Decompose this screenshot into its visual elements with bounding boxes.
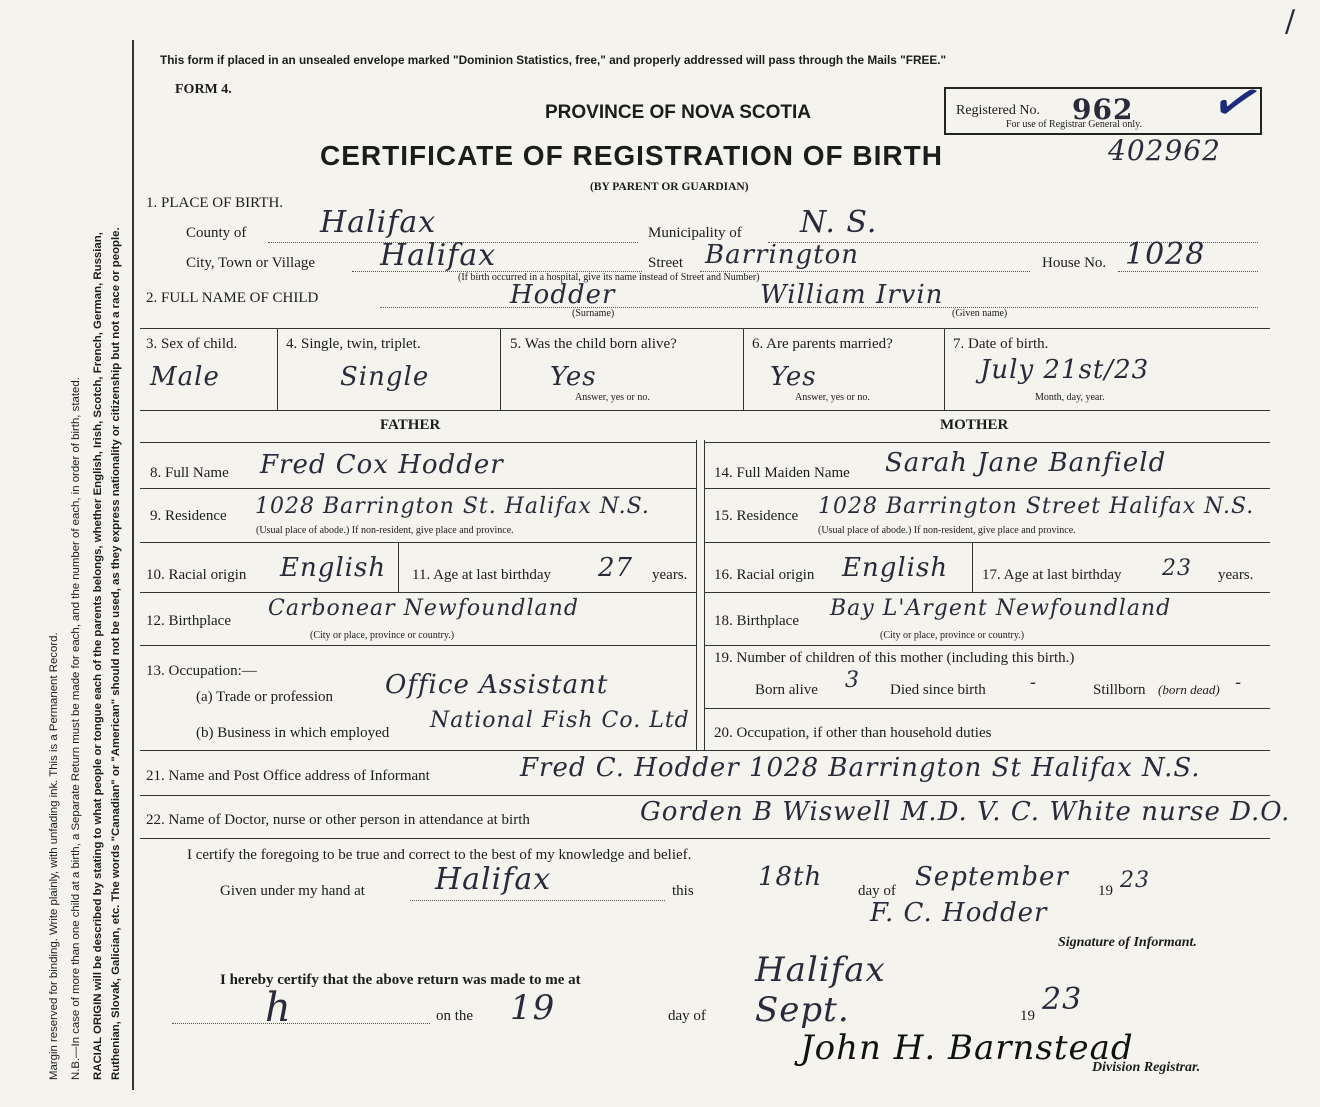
father-birthplace-label: 12. Birthplace	[146, 613, 231, 629]
certificate-subtitle: (BY PARENT OR GUARDIAN)	[590, 181, 749, 193]
mother-birthplace-caption: (City or place, province or country.)	[880, 630, 1025, 641]
registrar-mark: h	[265, 985, 292, 1031]
registrar-day-of-label: day of	[668, 1008, 706, 1024]
rule-father-1	[140, 488, 696, 489]
father-residence-label: 9. Residence	[150, 508, 227, 524]
born-alive-caption: Answer, yes or no.	[575, 392, 650, 403]
born-alive-count-label: Born alive	[755, 682, 818, 698]
father-race-age-divider	[398, 542, 399, 592]
registered-number: 962	[1072, 93, 1134, 126]
registrar-mark-line	[172, 1023, 430, 1024]
mother-age-label: 17. Age at last birthday	[982, 567, 1122, 583]
rule-mother-1	[704, 488, 1270, 489]
given-at-line	[410, 900, 665, 901]
father-trade-label: (a) Trade or profession	[196, 689, 334, 705]
rule-mother-4	[704, 645, 1270, 646]
rule-informant-top	[140, 750, 1270, 751]
certificate-title: CERTIFICATE OF REGISTRATION OF BIRTH	[320, 140, 943, 171]
registered-label: Registered No.	[956, 103, 1040, 118]
father-heading: FATHER	[380, 417, 441, 433]
mother-race-age-divider	[972, 542, 973, 592]
father-race-label: 10. Racial origin	[146, 567, 247, 583]
stillborn-caption: (born dead)	[1158, 682, 1220, 697]
father-years-label: years.	[652, 567, 688, 583]
father-name-label: 8. Full Name	[150, 465, 229, 481]
divider-6-7	[944, 328, 945, 410]
registrar-day-value: 19	[510, 988, 556, 1028]
father-age-label: 11. Age at last birthday	[412, 567, 551, 583]
parents-married-caption: Answer, yes or no.	[795, 392, 870, 403]
child-name-label: 2. FULL NAME OF CHILD	[146, 290, 319, 306]
father-business-value: National Fish Co. Ltd	[430, 708, 690, 733]
mail-note: This form if placed in an unsealed envelope marked "Dominion Statistics, free," and properly addressed will pass through the Mails "FREE."	[160, 53, 947, 67]
father-business-label: (b) Business in which employed	[196, 725, 390, 741]
father-residence-value: 1028 Barrington St. Halifax N.S.	[255, 494, 650, 519]
registrar-place-value: Halifax	[755, 950, 886, 990]
informant-signature: F. C. Hodder	[870, 898, 1048, 928]
side-note-3: RACIAL ORIGIN will be described by stating to what people or tongue each of the parents belongs, whether English, Irish, Scotch, French, German, Russian,	[92, 232, 104, 1080]
mother-residence-label: 15. Residence	[714, 508, 799, 524]
registrar-caption: Division Registrar.	[1092, 1060, 1201, 1075]
informant-signature-caption: Signature of Informant.	[1058, 935, 1197, 950]
checkmark-icon: ✓	[1202, 61, 1273, 145]
children-count-label: 19. Number of children of this mother (including this birth.)	[714, 650, 1075, 666]
divider-3-4	[277, 328, 278, 410]
died-since-birth-label: Died since birth	[890, 682, 986, 698]
given-this-label: this	[672, 883, 694, 899]
rule-21-22	[140, 795, 1270, 796]
mother-residence-value: 1028 Barrington Street Halifax N.S.	[818, 494, 1255, 519]
informant-label: 21. Name and Post Office address of Informant	[146, 768, 430, 784]
mother-years-label: years.	[1218, 567, 1254, 583]
mother-name-label: 14. Full Maiden Name	[714, 465, 850, 481]
certify-statement: I certify the foregoing to be true and correct to the best of my knowledge and belief.	[187, 847, 692, 863]
attendant-label: 22. Name of Doctor, nurse or other person in attendance at birth	[146, 812, 530, 828]
rule-parents-top	[140, 410, 1270, 411]
binding-margin-line	[132, 40, 134, 1090]
house-label: House No.	[1042, 255, 1107, 271]
father-occupation-label: 13. Occupation:—	[146, 663, 257, 679]
registrar-on-label: on the	[436, 1008, 474, 1024]
date-of-birth-caption: Month, day, year.	[1035, 392, 1105, 403]
father-birthplace-caption: (City or place, province or country.)	[310, 630, 455, 641]
side-note-4: Ruthenian, Slovak, Galician, etc. The words "Canadian" or "American" should not be used, as they express nationality or citizenship but not a race or people.	[110, 227, 122, 1080]
side-note-2: N.B.—In case of more than one child at a birth, a Separate Return must be made for each, and the number of each, in order of birth, stated.	[70, 377, 82, 1080]
side-note-1: Margin reserved for binding. Write plainly, with unfading ink. This is a Permanent Record.	[48, 632, 60, 1080]
city-label: City, Town or Village	[186, 255, 316, 271]
died-since-birth-count: -	[1030, 672, 1038, 693]
place-of-birth-label: 1. PLACE OF BIRTH.	[146, 195, 284, 211]
hospital-note: (If birth occurred in a hospital, give its name instead of Street and Number)	[458, 272, 760, 283]
mother-race-value: English	[842, 553, 949, 583]
rule-top-row	[140, 328, 1270, 329]
street-value: Barrington	[705, 240, 860, 270]
father-trade-value: Office Assistant	[385, 670, 609, 700]
child-given-name: William Irvin	[760, 280, 944, 310]
rule-mother-5	[704, 708, 1270, 709]
hand-number: 402962	[1108, 134, 1221, 167]
born-alive-label: 5. Was the child born alive?	[510, 336, 677, 352]
date-of-birth-value: July 21st/23	[980, 355, 1150, 385]
stillborn-count: -	[1235, 672, 1243, 693]
born-alive-count: 3	[845, 668, 860, 693]
registrar-signature: John H. Barnstead	[800, 1028, 1134, 1068]
county-label: County of	[186, 225, 247, 241]
given-day-value: 18th	[758, 862, 823, 892]
father-age-value: 27	[598, 553, 634, 583]
given-at-label: Given under my hand at	[220, 883, 365, 899]
municipality-label: Municipality of	[648, 225, 742, 241]
rule-mother-3	[704, 592, 1270, 593]
rule-22-bottom	[140, 838, 1270, 839]
registrar-certify-text: I hereby certify that the above return was made to me at	[220, 972, 581, 988]
child-surname: Hodder	[510, 280, 616, 310]
mother-race-label: 16. Racial origin	[714, 567, 815, 583]
mother-heading: MOTHER	[940, 417, 1009, 433]
attendant-value: Gorden B Wiswell M.D. V. C. White nurse D.O.	[640, 797, 1291, 827]
county-value: Halifax	[320, 205, 437, 240]
date-of-birth-label: 7. Date of birth.	[953, 336, 1049, 352]
sex-label: 3. Sex of child.	[146, 336, 238, 352]
rule-father-2	[140, 542, 696, 543]
sex-value: Male	[150, 362, 220, 392]
rule-mother-2	[704, 542, 1270, 543]
divider-5-6	[743, 328, 744, 410]
given-at-value: Halifax	[435, 862, 552, 897]
informant-value: Fred C. Hodder 1028 Barrington St Halifax N.S.	[520, 753, 1201, 783]
rule-father-head	[140, 442, 696, 443]
rule-father-3	[140, 592, 696, 593]
form-number: FORM 4.	[175, 82, 232, 97]
parents-divider-right	[704, 440, 705, 750]
stillborn-label: Stillborn	[1093, 682, 1146, 698]
father-race-value: English	[280, 553, 387, 583]
born-alive-value: Yes	[550, 362, 597, 392]
province-heading: PROVINCE OF NOVA SCOTIA	[545, 102, 812, 123]
plurality-label: 4. Single, twin, triplet.	[286, 336, 421, 352]
rule-mother-head	[704, 442, 1270, 443]
plurality-value: Single	[340, 362, 430, 392]
city-value: Halifax	[380, 238, 497, 273]
street-label: Street	[648, 255, 683, 271]
mother-birthplace-value: Bay L'Argent Newfoundland	[830, 596, 1172, 621]
corner-mark: /	[1285, 4, 1297, 39]
given-day-of-label: day of	[858, 883, 896, 899]
mother-residence-caption: (Usual place of abode.) If non-resident, give place and province.	[818, 525, 1076, 536]
registrar-use-note: For use of Registrar General only.	[1006, 119, 1142, 130]
parents-married-value: Yes	[770, 362, 817, 392]
surname-caption: (Surname)	[572, 308, 615, 319]
mother-birthplace-label: 18. Birthplace	[714, 613, 799, 629]
divider-4-5	[500, 328, 501, 410]
parents-divider-left	[696, 440, 697, 750]
rule-father-4	[140, 645, 696, 646]
registrar-month-value: Sept.	[755, 990, 850, 1030]
registrar-year-value: 23	[1042, 982, 1083, 1017]
house-value: 1028	[1125, 237, 1206, 272]
mother-occupation-label: 20. Occupation, if other than household duties	[714, 725, 992, 741]
father-residence-caption: (Usual place of abode.) If non-resident, give place and province.	[256, 525, 514, 536]
mother-name-value: Sarah Jane Banfield	[885, 448, 1167, 478]
given-year-value: 23	[1120, 868, 1150, 893]
given-year-prefix: 19	[1098, 883, 1113, 899]
mother-age-value: 23	[1162, 556, 1192, 581]
given-month-value: September	[915, 862, 1069, 892]
parents-married-label: 6. Are parents married?	[752, 336, 893, 352]
father-birthplace-value: Carbonear Newfoundland	[268, 596, 579, 621]
given-name-caption: (Given name)	[952, 308, 1008, 319]
father-name-value: Fred Cox Hodder	[260, 450, 504, 480]
registrar-year-prefix: 19	[1020, 1008, 1035, 1024]
side-notes	[40, 40, 130, 1090]
municipality-value: N. S.	[800, 205, 878, 240]
